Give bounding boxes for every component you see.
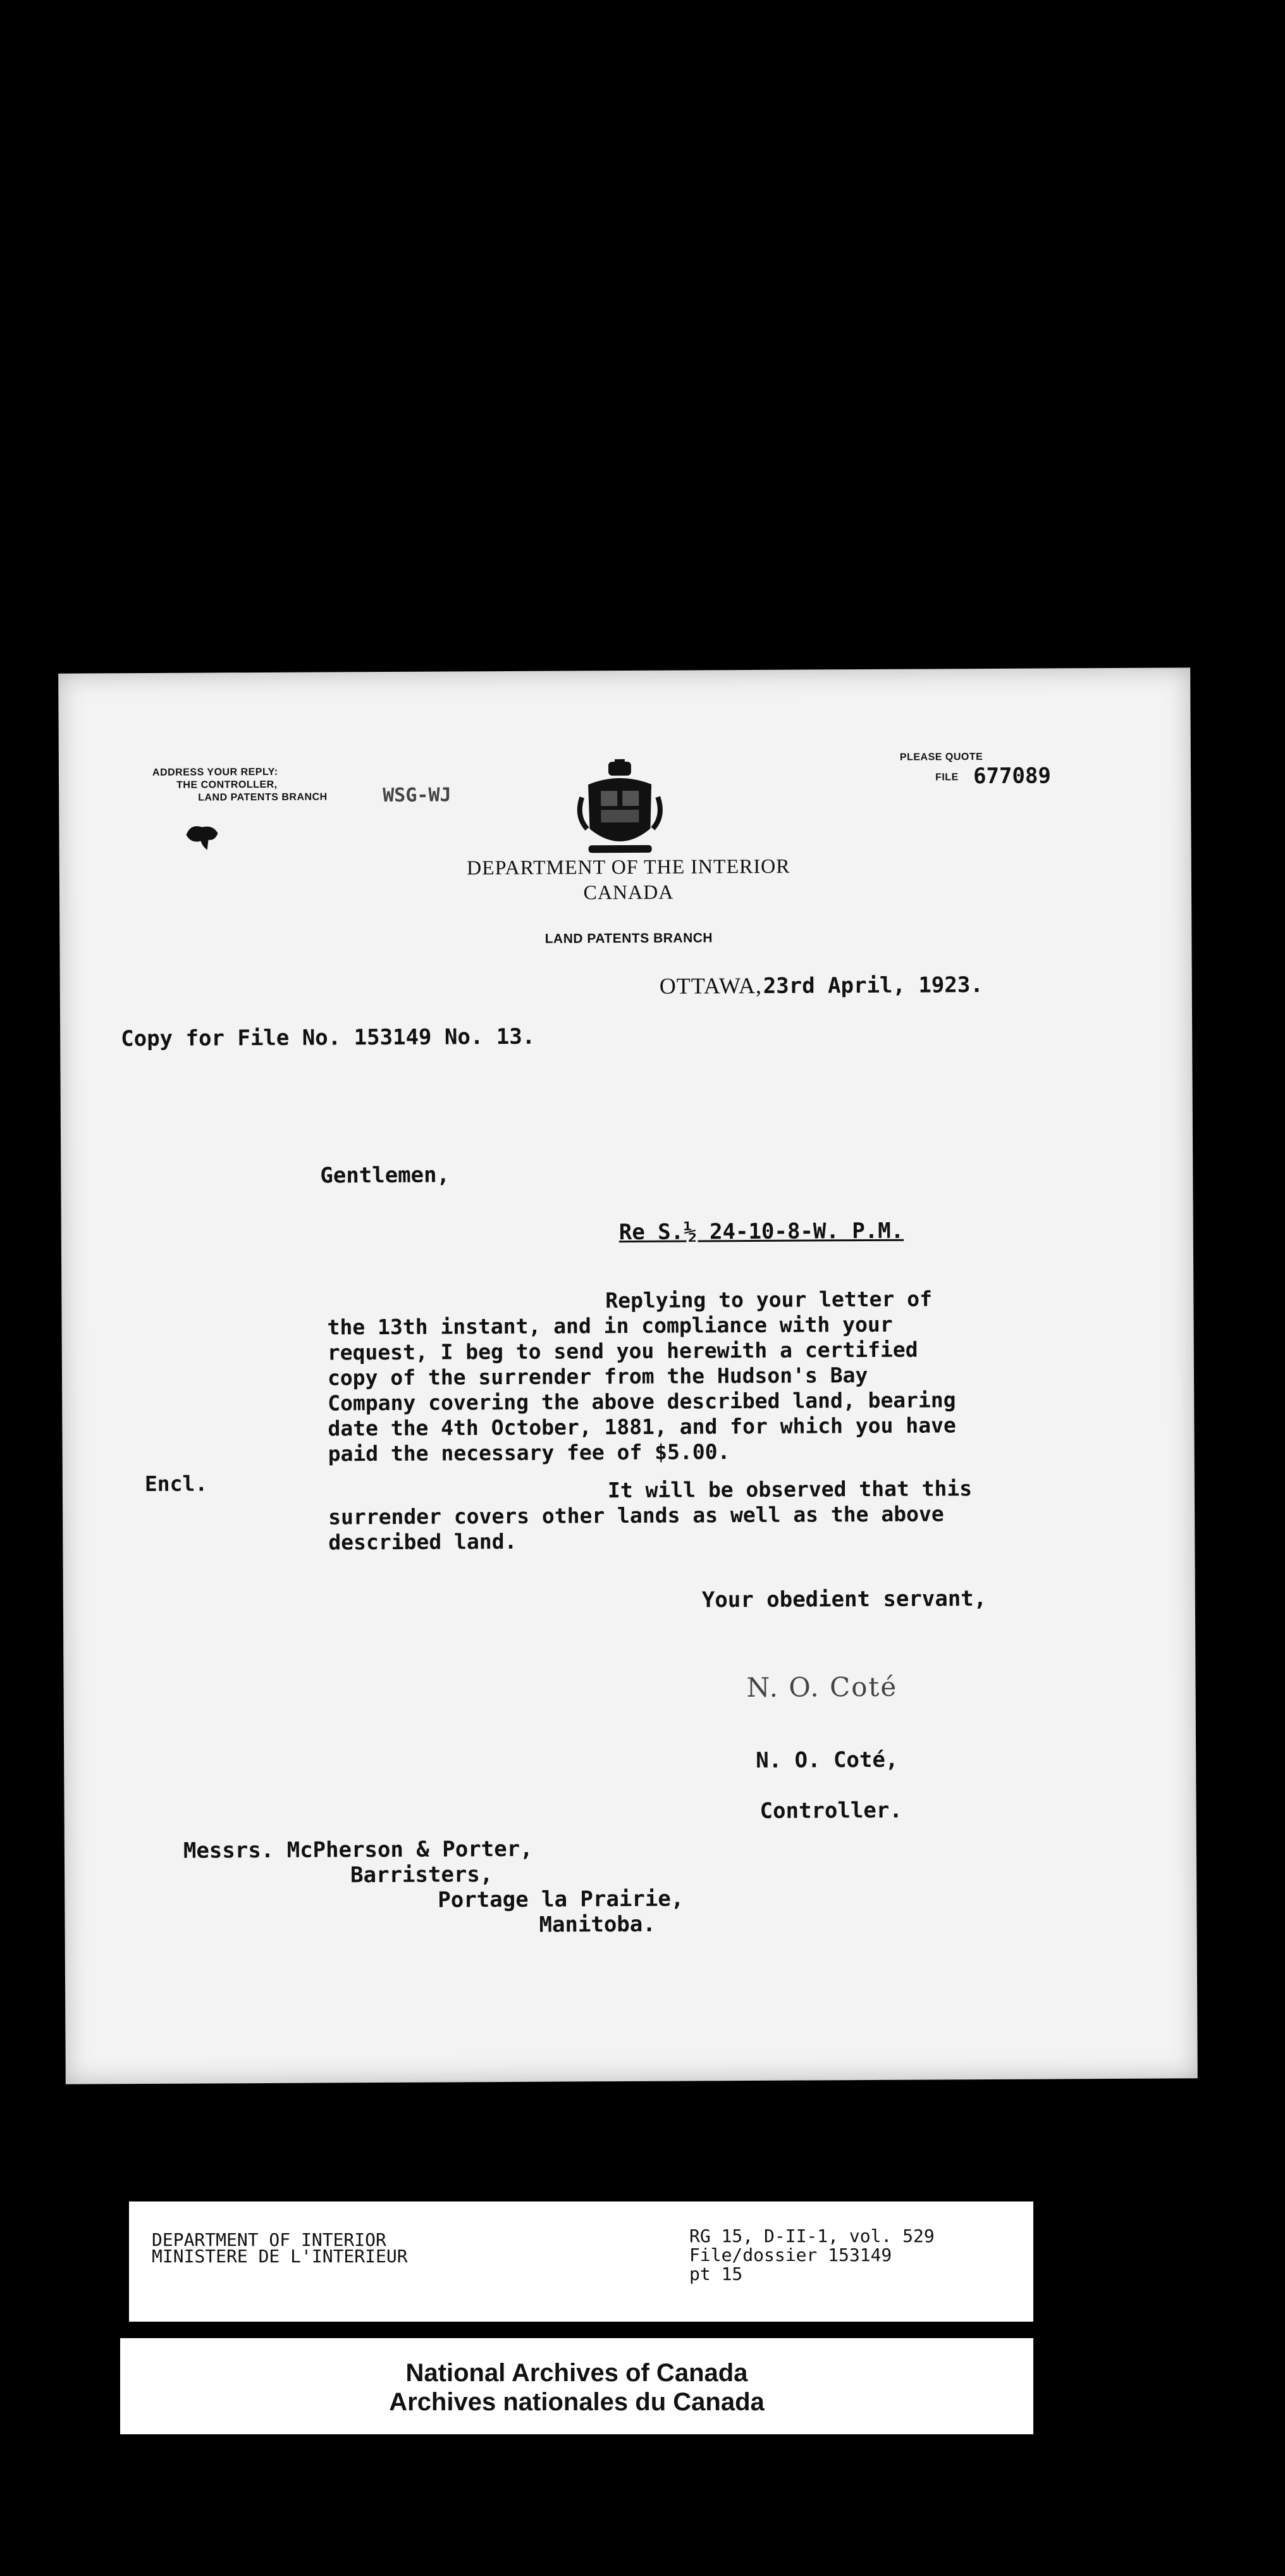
- copy-note: Copy for File No. 153149 No. 13.: [121, 1024, 536, 1052]
- branch-title: LAND PATENTS BRANCH: [544, 931, 713, 946]
- reply-line-3: LAND PATENTS BRANCH: [198, 791, 328, 803]
- department-title: DEPARTMENT OF THE INTERIOR: [466, 854, 790, 879]
- paragraph-2-line-3: described land.: [328, 1528, 517, 1555]
- addressee-line-4: Manitoba.: [539, 1911, 656, 1938]
- signer-name: N. O. Coté,: [756, 1747, 899, 1773]
- archive-record-group: RG 15, D-II-1, vol. 529: [689, 2226, 935, 2246]
- paragraph-1-line-6: date the 4th October, 1881, and for which you have: [328, 1413, 956, 1441]
- paragraph-1-line-5: Company covering the above described land, bearing: [328, 1387, 956, 1416]
- addressee-line-2: Barristers,: [350, 1862, 493, 1888]
- paragraph-1-line-4: copy of the surrender from the Hudson's Bay: [327, 1363, 868, 1390]
- ink-blot-icon: [183, 822, 221, 853]
- addressee-line-3: Portage la Prairie,: [438, 1886, 684, 1913]
- royal-crest-icon: [575, 759, 665, 861]
- reply-line-1: ADDRESS YOUR REPLY:: [152, 766, 278, 778]
- enclosure-note: Encl.: [144, 1471, 208, 1497]
- archives-name-fr: Archives nationales du Canada: [389, 2388, 765, 2416]
- reply-line-2: THE CONTROLLER,: [176, 779, 278, 791]
- reference-code: WSG-WJ: [383, 784, 452, 807]
- closing: Your obedient servant,: [701, 1586, 987, 1613]
- paragraph-1-line-2: the 13th instant, and in compliance with your: [327, 1311, 893, 1340]
- paragraph-1-line-1: Replying to your letter of: [605, 1286, 933, 1313]
- archives-name-en: National Archives of Canada: [405, 2359, 748, 2387]
- archive-department-en: DEPARTMENT OF INTERIOR: [152, 2229, 386, 2250]
- archive-file-number: File/dossier 153149: [689, 2245, 892, 2265]
- place-label: OTTAWA,: [659, 972, 763, 999]
- signer-title: Controller.: [759, 1797, 902, 1824]
- addressee-line-1: Messrs. McPherson & Porter,: [183, 1836, 533, 1864]
- document-sheet: [58, 667, 1198, 2084]
- country-title: CANADA: [583, 880, 674, 904]
- subject-line: Re S.½ 24-10-8-W. P.M.: [618, 1218, 904, 1246]
- paragraph-2-line-1: It will be observed that this: [607, 1476, 973, 1503]
- paragraph-1-line-3: request, I beg to send you herewith a certified: [327, 1337, 918, 1365]
- paragraph-1-line-7: paid the necessary fee of $5.00.: [328, 1439, 730, 1466]
- archive-part-number: pt 15: [689, 2263, 743, 2284]
- signature-stamp: N. O. Coté: [746, 1671, 898, 1704]
- file-label: FILE: [935, 772, 959, 783]
- reply-address-block: [152, 765, 418, 805]
- letter-date: 23rd April, 1923.: [763, 972, 983, 999]
- archive-reference-label: [129, 2201, 1033, 2322]
- national-archives-label: [120, 2338, 1033, 2434]
- file-number: 677089: [973, 763, 1051, 790]
- salutation: Gentlemen,: [320, 1162, 450, 1189]
- paragraph-2-line-2: surrender covers other lands as well as the above: [328, 1501, 944, 1530]
- archive-department-fr: MINISTERE DE L'INTERIEUR: [152, 2246, 408, 2267]
- please-quote-label: PLEASE QUOTE: [899, 752, 983, 763]
